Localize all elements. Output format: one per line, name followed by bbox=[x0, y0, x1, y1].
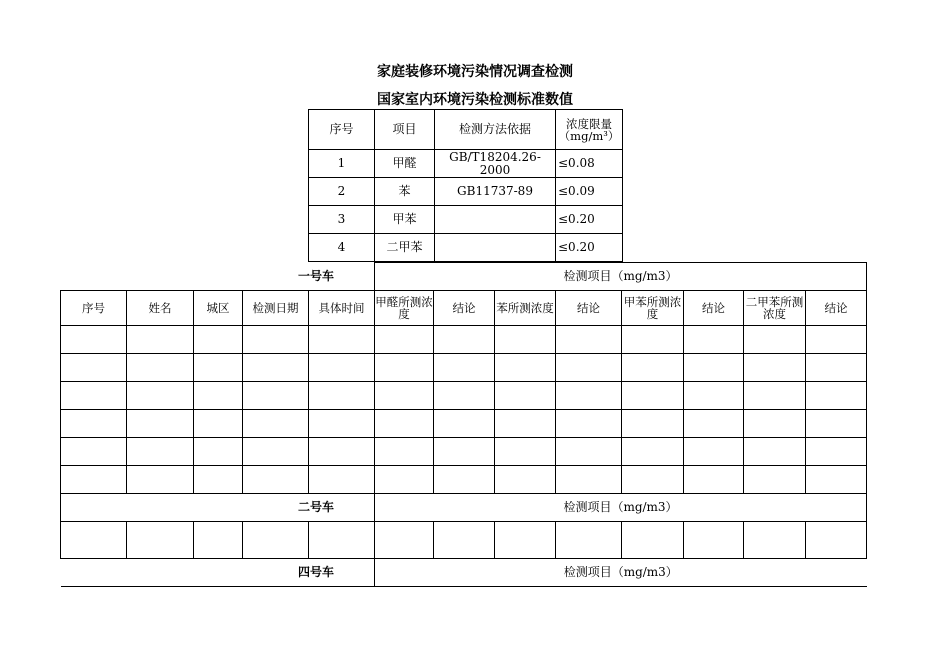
std-cell-limit: ≤0.20 bbox=[556, 206, 623, 234]
car2-detect-label: 检测项目（mg/m3） bbox=[375, 494, 867, 522]
col-header: 姓名 bbox=[127, 291, 194, 326]
survey-table bbox=[60, 262, 867, 587]
cell[interactable] bbox=[61, 410, 127, 438]
col-header: 城区 bbox=[194, 291, 243, 326]
cell[interactable] bbox=[309, 410, 375, 438]
document-title: 家庭装修环境污染情况调查检测 bbox=[377, 64, 573, 80]
cell[interactable] bbox=[622, 382, 684, 410]
cell[interactable] bbox=[375, 326, 434, 354]
cell[interactable] bbox=[495, 522, 556, 559]
std-cell-limit: ≤0.20 bbox=[556, 234, 623, 262]
cell[interactable] bbox=[684, 522, 744, 559]
cell[interactable] bbox=[806, 354, 867, 382]
cell[interactable] bbox=[744, 522, 806, 559]
cell[interactable] bbox=[622, 438, 684, 466]
cell[interactable] bbox=[434, 382, 495, 410]
cell[interactable] bbox=[243, 326, 309, 354]
std-cell-no: 2 bbox=[309, 178, 375, 206]
table-row bbox=[61, 438, 867, 466]
cell[interactable] bbox=[495, 382, 556, 410]
cell[interactable] bbox=[622, 326, 684, 354]
cell[interactable] bbox=[434, 354, 495, 382]
std-cell-item: 苯 bbox=[375, 178, 435, 206]
cell[interactable] bbox=[375, 382, 434, 410]
table-row bbox=[61, 382, 867, 410]
std-header-method: 检测方法依据 bbox=[435, 110, 556, 150]
cell[interactable] bbox=[375, 410, 434, 438]
std-header-limit: 浓度限量（mg/m³） bbox=[556, 110, 623, 150]
col-header: 序号 bbox=[61, 291, 127, 326]
cell[interactable] bbox=[806, 410, 867, 438]
cell[interactable] bbox=[243, 410, 309, 438]
std-cell-item: 甲苯 bbox=[375, 206, 435, 234]
col-header: 甲苯所测浓度 bbox=[622, 291, 684, 326]
cell[interactable] bbox=[127, 354, 194, 382]
cell[interactable] bbox=[127, 382, 194, 410]
cell[interactable] bbox=[744, 382, 806, 410]
car4-label: 四号车 bbox=[61, 559, 375, 587]
cell[interactable] bbox=[434, 326, 495, 354]
col-header: 甲醛所测浓度 bbox=[375, 291, 434, 326]
cell[interactable] bbox=[495, 438, 556, 466]
cell[interactable] bbox=[243, 382, 309, 410]
cell[interactable] bbox=[556, 522, 622, 559]
cell[interactable] bbox=[806, 438, 867, 466]
cell[interactable] bbox=[127, 438, 194, 466]
std-cell-limit: ≤0.09 bbox=[556, 178, 623, 206]
std-header-no: 序号 bbox=[309, 110, 375, 150]
std-cell-no: 1 bbox=[309, 150, 375, 178]
cell[interactable] bbox=[194, 326, 243, 354]
cell[interactable] bbox=[243, 466, 309, 494]
cell[interactable] bbox=[684, 354, 744, 382]
cell[interactable] bbox=[375, 466, 434, 494]
std-cell-item: 甲醛 bbox=[375, 150, 435, 178]
cell[interactable] bbox=[127, 326, 194, 354]
cell[interactable] bbox=[243, 438, 309, 466]
cell[interactable] bbox=[806, 382, 867, 410]
cell[interactable] bbox=[556, 410, 622, 438]
cell[interactable] bbox=[806, 522, 867, 559]
cell[interactable] bbox=[495, 326, 556, 354]
cell[interactable] bbox=[243, 522, 309, 559]
cell[interactable] bbox=[375, 438, 434, 466]
std-cell-method bbox=[435, 234, 556, 262]
cell[interactable] bbox=[744, 466, 806, 494]
cell[interactable] bbox=[127, 466, 194, 494]
car4-detect-label: 检测项目（mg/m3） bbox=[375, 559, 867, 587]
cell[interactable] bbox=[684, 466, 744, 494]
cell[interactable] bbox=[375, 522, 434, 559]
cell[interactable] bbox=[194, 522, 243, 559]
cell[interactable] bbox=[61, 522, 127, 559]
standard-table-title: 国家室内环境污染检测标准数值 bbox=[377, 92, 573, 108]
cell[interactable] bbox=[495, 354, 556, 382]
cell[interactable] bbox=[61, 354, 127, 382]
table-row bbox=[61, 466, 867, 494]
std-cell-limit: ≤0.08 bbox=[556, 150, 623, 178]
cell[interactable] bbox=[744, 354, 806, 382]
table-row bbox=[61, 354, 867, 382]
cell[interactable] bbox=[806, 466, 867, 494]
cell[interactable] bbox=[61, 326, 127, 354]
cell[interactable] bbox=[495, 410, 556, 438]
cell[interactable] bbox=[194, 382, 243, 410]
std-header-item: 项目 bbox=[375, 110, 435, 150]
table-row bbox=[61, 410, 867, 438]
std-cell-item: 二甲苯 bbox=[375, 234, 435, 262]
car2-label: 二号车 bbox=[61, 494, 375, 522]
cell[interactable] bbox=[61, 466, 127, 494]
cell[interactable] bbox=[622, 354, 684, 382]
cell[interactable] bbox=[806, 326, 867, 354]
cell[interactable] bbox=[744, 438, 806, 466]
cell[interactable] bbox=[744, 326, 806, 354]
cell[interactable] bbox=[684, 326, 744, 354]
cell[interactable] bbox=[744, 410, 806, 438]
standard-table bbox=[308, 109, 623, 262]
std-cell-method: GB11737-89 bbox=[435, 178, 556, 206]
car1-detect-label: 检测项目（mg/m3） bbox=[375, 263, 867, 291]
cell[interactable] bbox=[127, 410, 194, 438]
cell[interactable] bbox=[61, 382, 127, 410]
std-cell-method: GB/T18204.26-2000 bbox=[435, 150, 556, 178]
std-cell-no: 3 bbox=[309, 206, 375, 234]
col-header: 具体时间 bbox=[309, 291, 375, 326]
cell[interactable] bbox=[375, 354, 434, 382]
cell[interactable] bbox=[622, 522, 684, 559]
cell[interactable] bbox=[194, 410, 243, 438]
cell[interactable] bbox=[309, 354, 375, 382]
cell[interactable] bbox=[684, 438, 744, 466]
col-header: 苯所测浓度 bbox=[495, 291, 556, 326]
cell[interactable] bbox=[309, 522, 375, 559]
cell[interactable] bbox=[309, 382, 375, 410]
cell[interactable] bbox=[556, 438, 622, 466]
col-header: 二甲苯所测浓度 bbox=[744, 291, 806, 326]
table-row bbox=[61, 326, 867, 354]
cell[interactable] bbox=[194, 354, 243, 382]
cell[interactable] bbox=[194, 466, 243, 494]
cell[interactable] bbox=[556, 326, 622, 354]
col-header: 结论 bbox=[556, 291, 622, 326]
cell[interactable] bbox=[622, 410, 684, 438]
cell[interactable] bbox=[309, 466, 375, 494]
cell[interactable] bbox=[61, 438, 127, 466]
cell[interactable] bbox=[127, 522, 194, 559]
cell[interactable] bbox=[434, 466, 495, 494]
cell[interactable] bbox=[309, 438, 375, 466]
cell[interactable] bbox=[684, 410, 744, 438]
col-header: 结论 bbox=[684, 291, 744, 326]
std-cell-no: 4 bbox=[309, 234, 375, 262]
cell[interactable] bbox=[556, 382, 622, 410]
cell[interactable] bbox=[243, 354, 309, 382]
cell[interactable] bbox=[434, 438, 495, 466]
cell[interactable] bbox=[684, 382, 744, 410]
cell[interactable] bbox=[622, 466, 684, 494]
cell[interactable] bbox=[434, 522, 495, 559]
col-header: 检测日期 bbox=[243, 291, 309, 326]
cell[interactable] bbox=[556, 466, 622, 494]
cell[interactable] bbox=[309, 326, 375, 354]
table-row bbox=[61, 522, 867, 559]
std-cell-method bbox=[435, 206, 556, 234]
cell[interactable] bbox=[434, 410, 495, 438]
cell[interactable] bbox=[556, 354, 622, 382]
col-header: 结论 bbox=[434, 291, 495, 326]
car1-label: 一号车 bbox=[61, 263, 375, 291]
col-header: 结论 bbox=[806, 291, 867, 326]
cell[interactable] bbox=[194, 438, 243, 466]
cell[interactable] bbox=[495, 466, 556, 494]
